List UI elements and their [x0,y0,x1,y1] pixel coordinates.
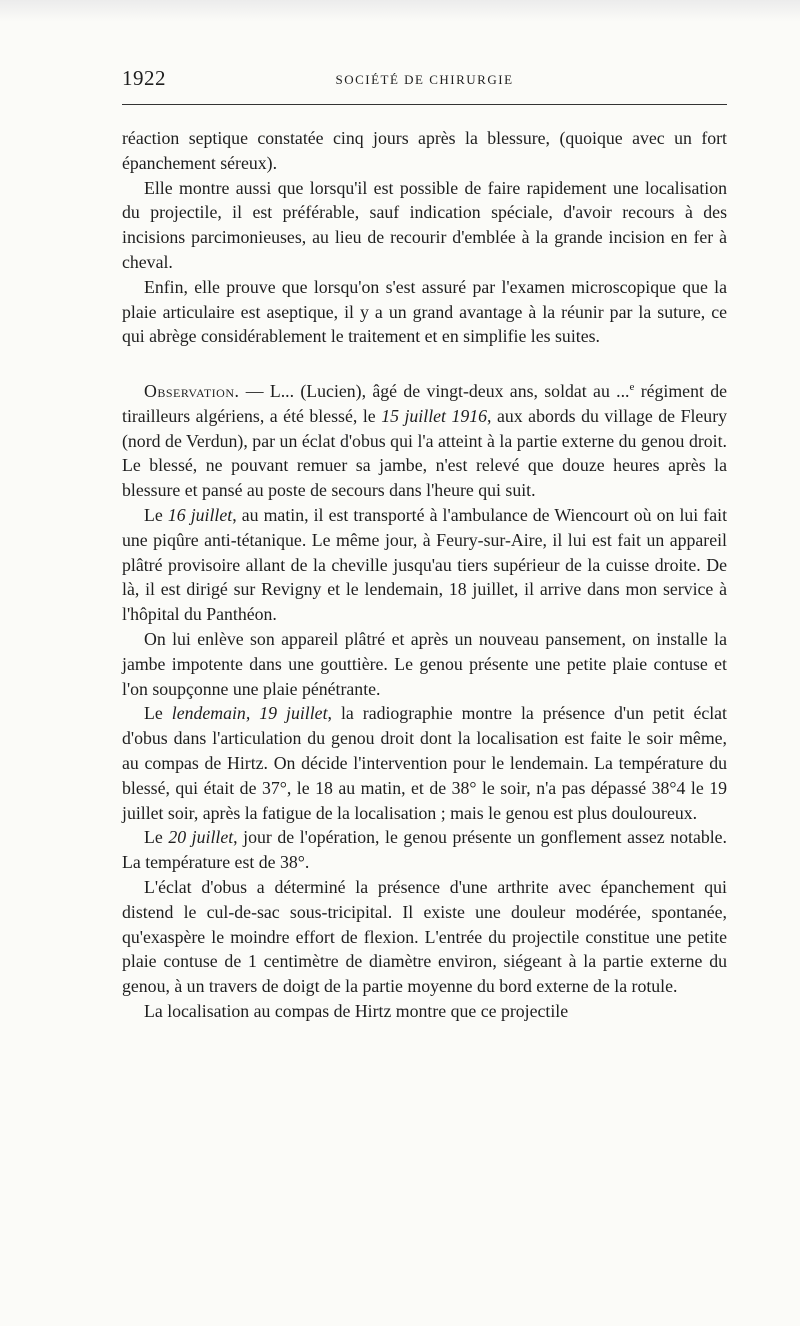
observation-paragraph [122,503,727,627]
observation-text: , la radiographie montre la présence d'un petit éclat d'obus dans l'articulation du genou droit dont la localisation est faite le soir même, au compas de Hirtz. On décide l'intervention pour le lendemain. La température du blessé, qui était de 37°, le 18 au matin, et de 38° le soir, n'a pas dépassé 38°4 le 19 juillet soir, après la fatigue de la localisation ; mais le genou est plus douloureux. [122,703,727,823]
observation-text: Le [144,827,169,848]
observation-paragraph: L'éclat d'obus a déterminé la présence d'une arthrite avec épanchement qui distend le cul-de-sac sous-tricipital. Il existe une douleur modérée, spontanée, qu'exaspère le moindre effort de flexion. L'entrée du projectile constitue une petite plaie contuse de 1 centimètre de diamètre environ, siégeant à la partie externe du genou, à un travers de doigt de la partie moyenne du bord externe de la rotule. [122,877,727,997]
observation-text: régiment de tirailleurs algériens, a été blessé, le [122,381,728,426]
page-number: 1922 [122,66,166,90]
date-italic: 20 juillet [168,827,234,848]
observation-paragraph [122,825,727,875]
observation-text: — L... (Lucien), âgé de vingt-deux ans, soldat au ... [239,381,630,402]
observation-text: , au matin, il est transporté à l'ambulance de Wiencourt où on lui fait une piqûre anti-tétanique. Le même jour, à Feury-sur-Aire, il lui est fait un appareil plâtré provisoire allant de la cheville jusqu'au tiers supérieur de la cuisse droite. De là, il est dirigé sur Revigny et le lendemain, 18 juillet, il arrive dans mon service à l'hôpital du Panthéon. [122,505,728,625]
observation-text: Le [144,505,168,526]
header-rule [122,104,727,105]
observation-label: Observation. [144,381,240,402]
scan-top-edge [0,0,800,22]
paragraph: Enfin, elle prouve que lorsqu'on s'est assuré par l'examen microscopique que la plaie articulaire est aseptique, il y a un grand avantage à la réunir par la suture, ce qui abrège considérablement le traitement et en simplifie les suites. [122,276,727,347]
observation-text: Le [144,703,172,724]
observation-paragraph [122,375,727,503]
running-title: SOCIÉTÉ DE CHIRURGIE [335,72,514,87]
observation-paragraph: La localisation au compas de Hirtz montre que ce projectile [144,1001,569,1022]
observation-paragraph: On lui enlève son appareil plâtré et après un nouveau pansement, on installe la jambe impotente dans une gouttière. Le genou présente une petite plaie contuse et l'on soupçonne une plaie pénétrante. [122,629,727,699]
date-italic: 16 juillet [167,505,233,526]
paragraph: Elle montre aussi que lorsqu'il est possible de faire rapidement une localisation du projectile, il est préférable, sauf indication spéciale, d'avoir recours à des incisions parcimonieuses, au lieu de recourir d'emblée à la grande incision en fer à cheval. [122,177,727,272]
body-text [122,126,727,1024]
observation-paragraph [122,701,727,825]
paragraph-continued: réaction septique constatée cinq jours après la blessure, (quoique avec un fort épanchement séreux). [122,128,727,173]
observation-text: , jour de l'opération, le genou présente un gonflement assez notable. La température est de 38°. [122,827,728,873]
date-italic: lendemain, 19 juillet [171,703,328,724]
page-header [122,66,727,96]
ordinal-superscript: e [629,381,635,394]
date-italic: 15 juillet 1916 [381,405,488,426]
observation-text: , aux abords du village de Fleury (nord de Verdun), par un éclat d'obus qui l'a atteint à la partie externe du genou droit. Le blessé, ne pouvant remuer sa jambe, n'est relevé que douze heures après la blessure et pansé au poste de secours dans l'heure qui suit. [122,405,728,501]
